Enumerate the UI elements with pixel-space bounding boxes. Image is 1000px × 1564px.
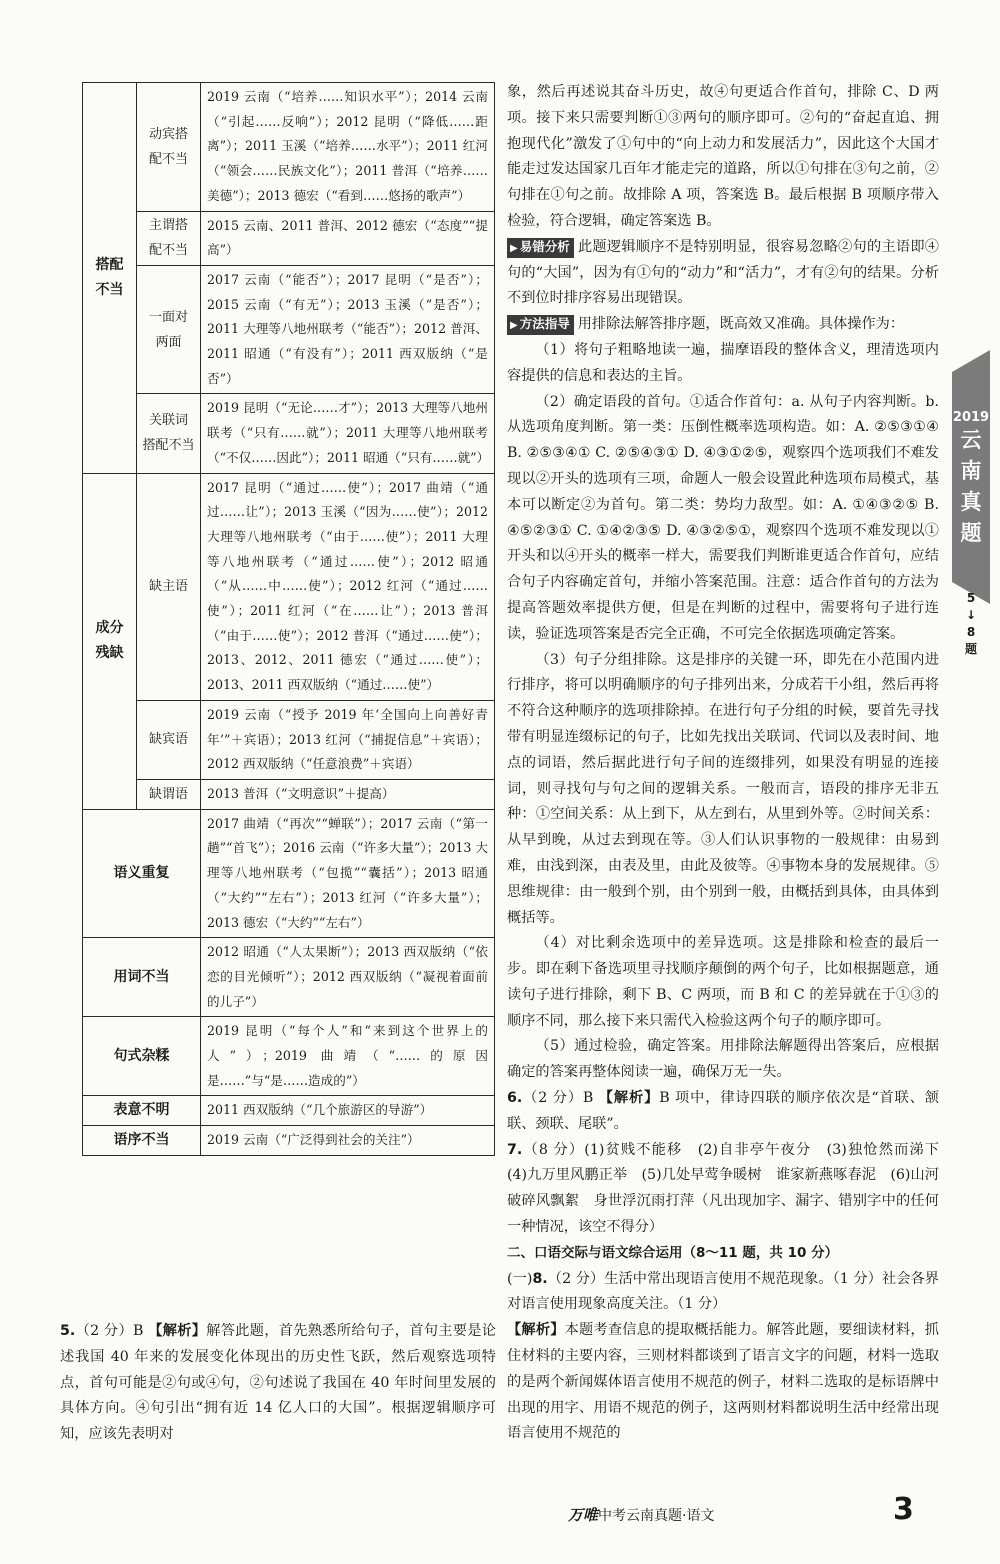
- question-8-analysis: [507, 1318, 939, 1447]
- examples-cell: 2019 云南（“广泛得到社会的关注”）: [201, 1126, 495, 1156]
- side-tab-char: 题: [960, 521, 982, 545]
- subcategory-label: 动宾搭: [148, 126, 188, 142]
- category-cell: [83, 83, 137, 474]
- section-heading: 二、口语交际与语文综合运用（8～11 题，共 10 分）: [507, 1244, 839, 1261]
- table-row: [83, 1017, 495, 1096]
- question-number: 8.: [532, 1270, 548, 1287]
- subcategory-label: 关联词: [148, 413, 188, 429]
- question-number: 5.: [60, 1323, 76, 1339]
- subcategory-cell: [137, 83, 201, 212]
- subcategory-cell: [137, 265, 201, 394]
- method-step: （4）对比剩余选项中的差异选项。这是排除和检查的最后一步。即在剩下备选项里寻找顺序颠倒的两个句子，比如根据题意，通读句子进行排除，剩下 B、C 两项，而 B 和 C 的差异就在于①③的顺序不同，那么接下来只需代入检验这两个句子的顺序即可。: [507, 935, 939, 1029]
- subcategory-label: 搭配不当: [142, 438, 195, 454]
- subcategory-label: 配不当: [148, 151, 188, 167]
- analysis-text: 本题考查信息的提取概括能力。解答此题，要细读材料，抓住材料的主要内容，三则材料都谈到了语言文字的问题，材料一选取的是两个新闻媒体语言使用不规范的例子，材料二选取的是标语牌中出现的用字、用语不规范的例子，这两则材料都说明生活中经常出现语言使用不规范的: [507, 1322, 939, 1442]
- category-label: 残缺: [95, 645, 124, 662]
- subcategory-label: 一面对: [148, 309, 188, 325]
- range-start: 5: [966, 591, 976, 605]
- table-row: [83, 809, 495, 938]
- method-guide-text: 用排除法解答排序题，既高效又准确。具体操作为：: [577, 316, 905, 333]
- side-tab-year: 2019: [952, 410, 990, 425]
- q5-continuation: 象，然后再述说其奋斗历史，故④句更适合作首句，排除 C、D 两项。接下来只需要判断①③两句的顺序即可。②句的“奋起直追、拥抱现代化”激发了①句中的“向上动力和发展活力”，因此这个大国才能走过发达国家几百年才能走完的道路，所以①句排在③句之前，②句排在①句之前。故排除 A 项，答案选 B。最后根据 B 项顺序带入检验，符合逻辑，确定答案选 B。: [507, 84, 939, 229]
- examples-cell: 2019 昆明（“无论……才”）；2013 大理等八地州联考（“只有……就”）；2011 大理等八地州联考（“不仅……因此”）；2011 昭通（“只有……就”）: [201, 394, 495, 473]
- analysis-text: 解答此题，首先熟悉所给句子，首句主要是论述我国 40 年来的发展变化体现出的历史性飞跃，然后观察选项特点，首句可能是②句或④句，②句述说了我国在 40 年时间里发展的具体方向。④句引出“拥有近 14 亿人口的大国”。根据逻辑顺序可知，应该先表明对: [60, 1323, 496, 1443]
- examples-cell: 2017 昆明（“通过……使”）；2017 曲靖（“通过……让”）；2013 玉溪（“因为……使”）；2012 大理等八地州联考（“由于……使”）；2011 大理等八地州联考（“通过……使”）；2012 昭通（“从……中……使”）；2012 红河（“通过……使”）；2011 红河（“在……让”）；2013 普洱（“由于……使”）；2012 普洱（“通过……使”）；2013、2012、2011 德宏（“通过……使”）；2013、2011 西双版纳（“通过……使”）: [201, 473, 495, 700]
- down-arrow-icon: ↓: [965, 608, 977, 622]
- examples-cell: 2019 云南（“授予 2019 年‘全国向上向善好青年’”＋宾语）；2013 红河（“捕捉信息”＋宾语）；2012 西双版纳（“任意浪费”＋宾语）: [201, 700, 495, 779]
- method-guide-block: [507, 312, 939, 338]
- triangle-icon: ▶: [510, 320, 518, 332]
- subcategory-cell: 缺谓语: [137, 779, 201, 809]
- category-label: 不当: [95, 281, 124, 298]
- page-number: 3: [893, 1492, 914, 1527]
- method-step: （5）通过检验，确定答案。用排除法解题得出答案后，应根据确定的答案再整体阅读一遍，确保万无一失。: [507, 1038, 939, 1081]
- range-end: 8: [966, 625, 976, 639]
- table-row: [83, 1126, 495, 1156]
- subcategory-cell: 缺主语: [137, 473, 201, 700]
- question-range: [952, 590, 990, 658]
- triangle-icon: ▶: [510, 242, 518, 254]
- analysis-tag: 【解析】: [598, 1090, 660, 1107]
- examples-cell: 2017 曲靖（“再次”“蝉联”）；2017 云南（“第一趟”“首飞”）；2016 云南（“许多大量”）；2013 大理等八地州联考（“包揽”“囊括”）；2013 昭通（“大约”“左右”）；2013 红河（“许多大量”）；2013 德宏（“大约”“左右”）: [201, 809, 495, 938]
- subcategory-label: 配不当: [148, 243, 188, 259]
- error-analysis-tag: [507, 238, 574, 258]
- side-tab: [952, 372, 990, 582]
- analysis-text: B 项中，律诗四联的顺序依次是“首联、颔联、颈联、尾联”。: [507, 1090, 939, 1132]
- table-row: [83, 1096, 495, 1126]
- analysis-tag: 【解析】: [507, 1322, 565, 1339]
- category-label: 成分: [95, 620, 124, 637]
- table-row: [83, 265, 495, 394]
- error-analysis-block: [507, 235, 939, 312]
- side-tab-char: 真: [960, 490, 982, 514]
- table-row: [83, 938, 495, 1017]
- error-analysis-label: 易错分析: [519, 238, 570, 254]
- examples-cell: 2011 西双版纳（“几个旅游区的导游”）: [201, 1096, 495, 1126]
- brand-logo: 万唯: [568, 1506, 599, 1524]
- range-suffix: 题: [964, 642, 977, 656]
- group-prefix: (一): [507, 1270, 533, 1287]
- right-column: [507, 80, 954, 1447]
- question-7-answer: [507, 1138, 954, 1241]
- table-row: [83, 779, 495, 809]
- category-cell: [83, 473, 137, 809]
- category-label: 搭配: [95, 256, 124, 273]
- question-number: 7.: [507, 1141, 523, 1158]
- question-8-answer: [507, 1267, 939, 1319]
- table-row: [83, 700, 495, 779]
- examples-cell: 2012 昭通（“人太果断”）；2013 西双版纳（“依恋的目光倾听”）；2012 西双版纳（“凝视着面前的儿子”）: [201, 938, 495, 1017]
- side-tab-char: 南: [960, 459, 982, 483]
- examples-cell: 2013 普洱（“文明意识”＋提高）: [201, 779, 495, 809]
- subcategory-label: 主谓搭: [148, 218, 188, 234]
- examples-cell: 2019 昆明（“每个人”和“来到这个世界上的人”）；2019 曲靖（“……的原因是……”与“是……造成的”）: [201, 1017, 495, 1096]
- examples-cell: 2017 云南（“能否”）；2017 昆明（“是否”）；2015 云南（“有无”）；2013 玉溪（“是否”）；2011 大理等八地州联考（“能否”）；2012 普洱、2011 昭通（“有没有”）；2011 西双版纳（“是否”）: [201, 265, 495, 394]
- footer-title: 中考云南真题·语文: [598, 1508, 715, 1524]
- category-cell: 用词不当: [83, 938, 201, 1017]
- subcategory-cell: [137, 394, 201, 473]
- subcategory-label: 两面: [155, 334, 182, 350]
- method-step: （2）确定语段的首句。①适合作首句：a. 从句子内容判断。b. 从选项角度判断。第一类：压倒性概率选项构造。如：A. ②⑤③①④ B. ②⑤③④① C. ②⑤④③① D. ④③①②⑤，观察四个选项我们不难发现以②开头的选项有三项，命题人一般会设置此种选项布局模式，基本可以断定②为首句。第二类：势均力敌型。如：A. ①④③②⑤ B. ④⑤②③① C. ①④②③⑤ D. ④③②⑤①，观察四个选项不难发现以①开头和以④开头的概率一样大，需要我们判断谁更适合作首句，应结合句子内容确定首句，并缩小答案范围。注意：适合作首句的方法为提高答题效率提供方便，但是在判断的过程中，需要将句子进行连读，验证选项答案是否完全正确，不可完全依据选项确定答案。: [507, 393, 939, 642]
- table-row: [83, 211, 495, 265]
- side-tab-char: 云: [960, 428, 982, 452]
- table-row: [83, 473, 495, 700]
- table-row: [83, 394, 495, 473]
- answer-text: （2 分）生活中常出现语言使用不规范现象。（1 分）社会各界对语言使用现象高度关注。（1 分）: [507, 1270, 939, 1313]
- question-6-answer: [507, 1086, 939, 1138]
- subcategory-cell: [137, 211, 201, 265]
- error-analysis-text: 此题逻辑顺序不是特别明显，很容易忽略②句的主语即④句的“大国”，因为有①句的“动力”和“活力”，才有②句的结果。分析不到位时排序容易出现错误。: [507, 238, 939, 307]
- sentence-error-table: [82, 82, 495, 1156]
- page-footer: [0, 1492, 1000, 1530]
- method-step: （1）将句子粗略地读一遍，揣摩语段的整体含义，理清选项内容提供的信息和表达的主旨。: [507, 341, 939, 384]
- table-row: [83, 83, 495, 212]
- category-cell: 句式杂糅: [83, 1017, 201, 1096]
- examples-cell: 2019 云南（“培养……知识水平”）；2014 云南（“引起……反响”）；2012 昆明（“降低……距离”）；2011 玉溪（“培养……水平”）；2011 红河（“领会……民族文化”）；2011 普洱（“培养……美德”）；2013 德宏（“看到……悠扬的歌声”）: [201, 83, 495, 212]
- category-cell: 语义重复: [83, 809, 201, 938]
- method-guide-tag: [507, 315, 574, 335]
- question-score: （2 分）B: [522, 1090, 594, 1107]
- footer-brand: [568, 1504, 714, 1525]
- category-cell: 语序不当: [83, 1126, 201, 1156]
- answer-text: （8 分）(1)贫贱不能移 (2)自非亭午夜分 (3)独怆然而涕下 (4)九万里风鹏正举 (5)几处早莺争暖树 谁家新燕啄春泥 (6)山河破碎风飘絮 身世浮沉雨打萍（凡出现加字、漏字、错别字中的任何一种情况，该空不得分）: [507, 1141, 954, 1236]
- examples-cell: 2015 云南、2011 普洱、2012 德宏（“态度”“提高”）: [201, 211, 495, 265]
- analysis-tag: 【解析】: [148, 1323, 207, 1339]
- question-score: （2 分）B: [75, 1323, 144, 1339]
- subcategory-cell: 缺宾语: [137, 700, 201, 779]
- method-step: （3）句子分组排除。这是排序的关键一环，即先在小范围内进行排序，将可以明确顺序的句子排列出来，分成若干小组，然后再将不符合这种顺序的选项排除掉。在进行句子分组的时候，要首先寻找带有明显连缀标记的句子，比如先找出关联词、代词以及表时间、地点的词语，然后据此进行句子间的连缀排列，如果没有明显的连接词，则寻找句与句之间的逻辑关系。一般而言，语段的排序无非五种：①空间关系：从上到下，从左到右，从里到外等。②时间关系：从早到晚，从过去到现在等。③人们认识事物的一般规律：由易到难，由浅到深，由表及里，由此及彼等。④事物本身的发展规律。⑤思维规律：由一般到个别，由个别到一般，由概括到具体，由具体到概括等。: [507, 651, 939, 926]
- question-5-answer: [60, 1319, 496, 1448]
- question-number: 6.: [507, 1090, 523, 1107]
- method-guide-label: 方法指导: [519, 316, 570, 332]
- category-cell: 表意不明: [83, 1096, 201, 1126]
